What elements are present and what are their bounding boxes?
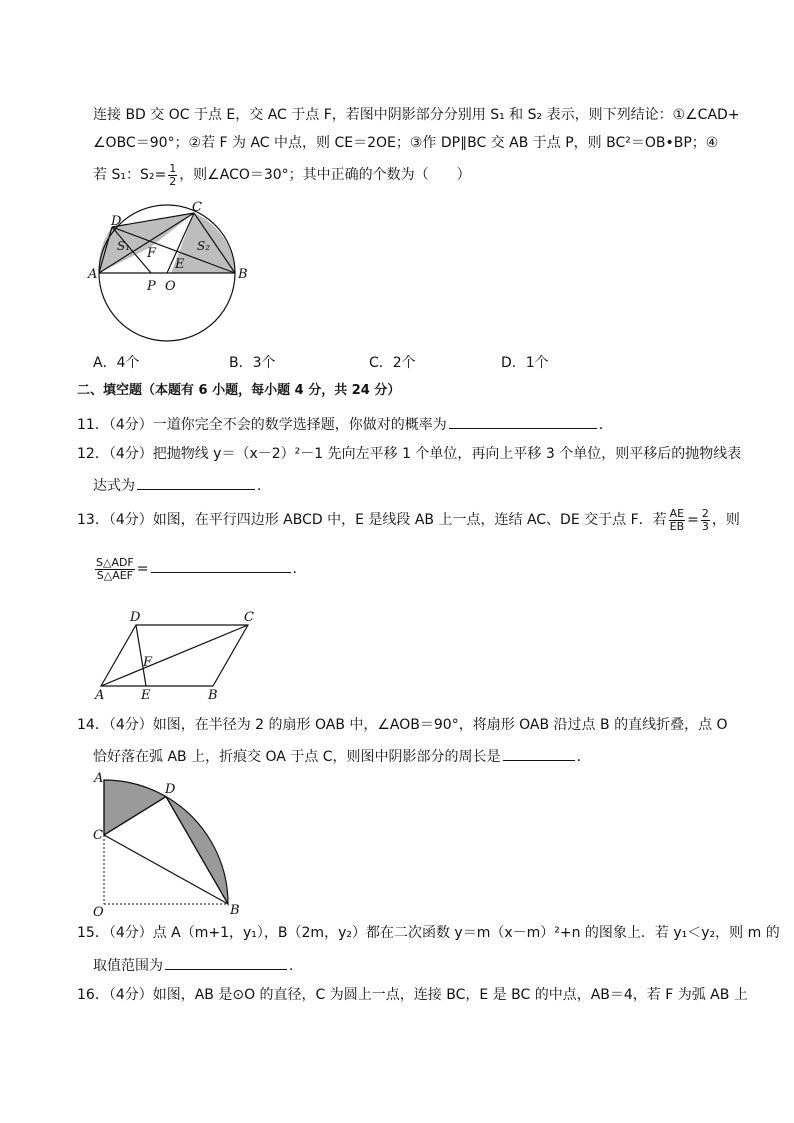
label-s2: S₂ [197,239,211,253]
q10-line3-suffix: ，则∠ACO＝30°；其中正确的个数为（ ） [179,167,471,183]
q13-fraction-ae-eb [669,508,686,533]
q11-end: ． [598,417,613,433]
label-c: C [244,610,254,625]
q14-answer-blank[interactable] [503,746,575,761]
q12-line2-text: 达式为 [93,478,135,494]
q13-line1-suffix: ，则 [711,512,740,528]
label-b: B [238,267,248,282]
label-o: O [165,279,176,294]
q12-line1: 12．（4分）把抛物线 y＝（x－2）²－1 先向左平移 1 个单位，再向上平移 3 个单位，则平移后的抛物线表 [77,446,742,462]
q13-frac3-den: S△AEF [96,568,133,582]
q13-line1-text: 13．（4分）如图，在平行四边形 ABCD 中，E 是线段 AB 上一点，连结 AC、DE 交于点 F．若 [77,512,667,528]
section-heading-fill-in: 二、填空题（本题有 6 小题，每小题 4 分，共 24 分） [77,383,401,398]
q15-end: ． [289,958,303,974]
q15-line2 [93,955,303,976]
label-e: E [175,257,185,272]
q11-answer-blank[interactable] [449,414,597,429]
q10-option-b: B．3个 [229,355,276,371]
q10-option-a: A．4个 [93,355,140,371]
q12-end: ． [257,478,271,494]
q10-fraction-den: 2 [169,174,177,188]
q13-frac1-num: AE [669,506,685,520]
q13-fraction-2-3 [701,508,710,533]
q14-line2-text: 恰好落在弧 AB 上，折痕交 OA 于点 C，则图中阴影部分的周长是 [93,749,501,765]
label-d: D [130,610,141,625]
q13-frac2-num: 2 [701,506,709,520]
q11-line [77,414,613,435]
diagonal-ac [101,625,248,686]
q14-line2 [93,746,591,767]
q15-answer-blank[interactable] [165,955,287,970]
label-b: B [208,688,218,703]
q13-line2-eq: = [136,561,149,577]
q14-sector-figure [88,766,248,918]
q13-frac2-den: 3 [701,519,709,533]
q10-fraction [168,163,177,188]
q15-line2-text: 取值范围为 [93,958,163,974]
label-p: P [147,279,156,294]
q13-fraction-area-ratio [95,557,135,582]
label-d: D [111,214,122,229]
shaded-region-acd [104,780,166,835]
q15-line1: 15．（4分）点 A（m+1，y₁），B（2m，y₂）都在二次函数 y＝m（x－m）²+n 的图象上．若 y₁＜y₂，则 m 的 [77,925,780,941]
q11-text: 11．（4分）一道你完全不会的数学选择题，你做对的概率为 [77,417,447,433]
q13-parallelogram-figure [88,608,258,703]
label-s1: S₁ [117,239,131,253]
label-o: O [93,905,104,918]
label-a: A [95,688,105,703]
q10-option-c: C．2个 [369,355,416,371]
q13-frac1-den: EB [669,519,685,533]
q13-line1 [77,504,740,536]
q10-line1: 连接 BD 交 OC 于点 E，交 AC 于点 F，若图中阴影部分分别用 S₁ 和 S₂ 表示，则下列结论：①∠CAD+ [93,107,740,123]
label-f: F [143,655,153,670]
q13-eq: = [687,512,699,528]
q13-frac3-num: S△ADF [96,555,134,569]
label-d: D [165,782,176,797]
label-c: C [93,828,103,843]
segment-db [166,797,228,904]
q10-fraction-num: 1 [169,161,177,175]
label-c: C [192,200,202,215]
q10-option-d: D．1个 [501,355,549,371]
q10-line2: ∠OBC＝90°；②若 F 为 AC 中点，则 CE＝2OE；③作 DP∥BC 交 AB 于点 P，则 BC²＝OB•BP；④ [93,135,719,151]
label-e: E [141,688,151,703]
q13-end: ． [292,561,307,577]
label-f: F [147,246,157,261]
q10-line3 [93,160,471,190]
q12-line2 [93,475,271,496]
q12-answer-blank[interactable] [137,475,255,490]
q10-line3-prefix: 若 S₁：S₂= [93,167,167,183]
q16-line1: 16．（4分）如图，AB 是⊙O 的直径，C 为圆上一点，连接 BC，E 是 BC 的中点，AB＝4，若 F 为弧 AB 上 [77,987,748,1003]
q13-line2 [93,552,307,586]
q14-line1: 14．（4分）如图，在半径为 2 的扇形 OAB 中，∠AOB＝90°，将扇形 OAB 沿过点 B 的直线折叠，点 O [77,717,728,733]
q14-end: ． [576,749,591,765]
q13-answer-blank[interactable] [151,558,291,573]
label-a: A [88,267,98,282]
label-a: A [94,771,104,786]
q10-circle-figure [85,195,255,345]
label-b: B [230,903,240,918]
